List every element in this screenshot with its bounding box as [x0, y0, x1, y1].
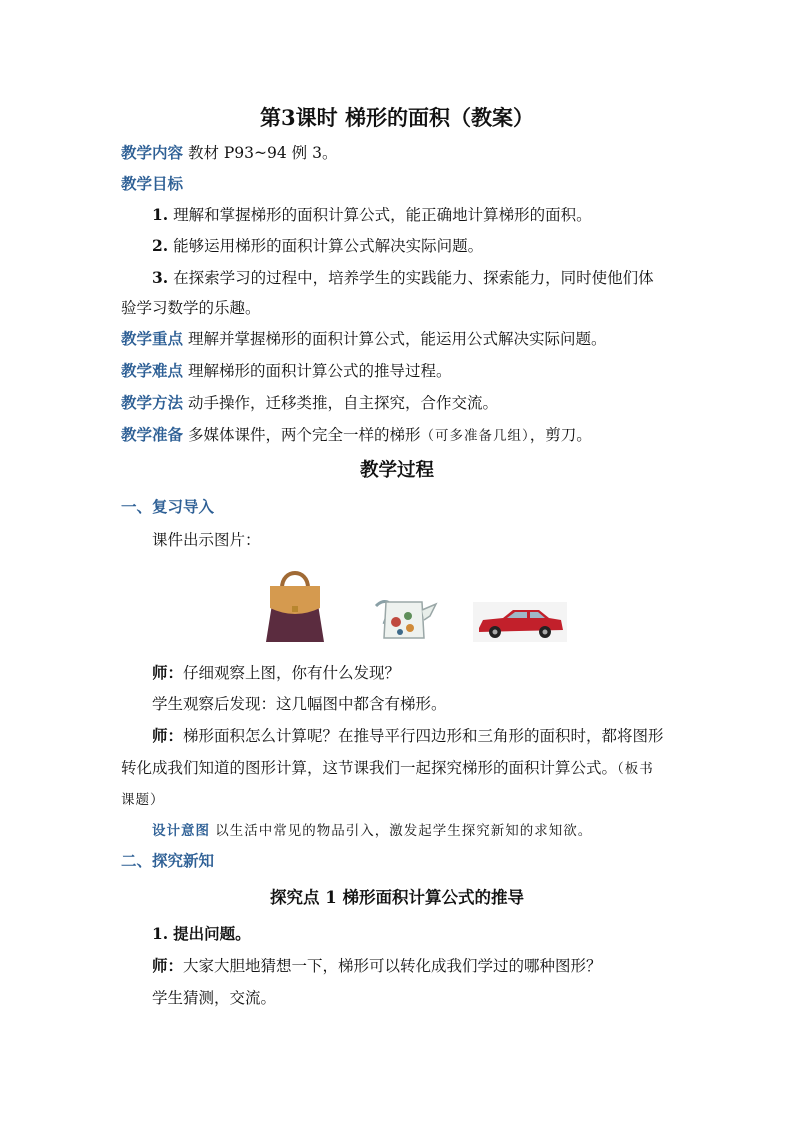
- board-note: （板书: [617, 761, 654, 777]
- handbag-image: [262, 564, 328, 644]
- teaching-content: [121, 143, 337, 163]
- teacher-explanation: [152, 726, 664, 746]
- explanation-text: 梯形面积怎么计算呢？在推导平行四边形和三角形的面积时，都将图形: [183, 727, 664, 745]
- teaching-key-point: [121, 329, 606, 349]
- section-2-heading: 二、探究新知: [121, 851, 215, 870]
- step-text: 提出问题。: [173, 924, 251, 943]
- step-1: [152, 924, 251, 944]
- content-text: 教材 P93~94 例 3。: [187, 144, 338, 162]
- design-intent: [152, 821, 592, 841]
- section-1-heading: 一、复习导入: [121, 497, 215, 516]
- goal-1: [152, 205, 592, 225]
- board-note-continued: 课题）: [121, 792, 165, 808]
- teacher-question-1: [152, 663, 400, 683]
- goal-text: 能够运用梯形的面积计算公式解决实际问题。: [173, 237, 484, 255]
- goal-3: [152, 268, 654, 288]
- teacher-explanation-continued: [121, 758, 654, 779]
- goal-number: 1.: [152, 205, 169, 224]
- question-text: 仔细观察上图，你有什么发现？: [183, 664, 401, 682]
- student-observation: 学生观察后发现：这几幅图中都含有梯形。: [152, 695, 447, 713]
- teaching-difficulty: [121, 361, 451, 381]
- goal-2: [152, 236, 483, 256]
- explanation-continued: 转化成我们知道的图形计算，这节课我们一起探究梯形的面积计算公式。: [121, 759, 618, 777]
- image-row: [0, 562, 794, 648]
- goal-text: 在探索学习的过程中，培养学生的实践能力、探索能力，同时使他们体: [173, 269, 654, 287]
- explore-point-title: 探究点 1 梯形面积计算公式的推导: [270, 888, 524, 907]
- difficulty-text: 理解梯形的面积计算公式的推导过程。: [187, 362, 452, 380]
- prep-text: 多媒体课件，两个完全一样的梯形: [187, 426, 421, 444]
- speaker-label: 师：: [152, 956, 184, 975]
- page-title: 第3课时 梯形的面积（教案）: [260, 105, 534, 130]
- key-text: 理解并掌握梯形的面积计算公式，能运用公式解决实际问题。: [187, 330, 607, 348]
- step-number: 1.: [152, 924, 169, 943]
- prep-label: 教学准备: [121, 425, 184, 444]
- goal-number: 2.: [152, 236, 169, 255]
- goal-3-continued: 验学习数学的乐趣。: [121, 299, 261, 317]
- goal-text: 理解和掌握梯形的面积计算公式，能正确地计算梯形的面积。: [173, 206, 592, 224]
- section-1-intro: 课件出示图片：: [152, 531, 261, 549]
- method-text: 动手操作，迁移类推，自主探究，合作交流。: [187, 394, 498, 412]
- student-response: 学生猜测，交流。: [152, 989, 277, 1007]
- key-label: 教学重点: [121, 329, 184, 348]
- difficulty-label: 教学难点: [121, 361, 184, 380]
- design-label: 设计意图: [152, 823, 210, 839]
- design-text: 以生活中常见的物品引入，激发起学生探究新知的求知欲。: [215, 823, 593, 839]
- content-label: 教学内容: [121, 143, 184, 162]
- question-text: 大家大胆地猜想一下，梯形可以转化成我们学过的哪种图形？: [183, 957, 602, 975]
- speaker-label: 师：: [152, 663, 184, 682]
- process-title: 教学过程: [359, 460, 434, 481]
- teaching-preparation: [121, 425, 592, 446]
- speaker-label: 师：: [152, 726, 184, 745]
- red-car-image: [473, 602, 567, 642]
- teaching-method: [121, 393, 498, 413]
- prep-text-end: ，剪刀。: [529, 426, 592, 444]
- method-label: 教学方法: [121, 393, 184, 412]
- goals-label: 教学目标: [121, 174, 184, 193]
- prep-note: （可多准备几组）: [420, 428, 530, 444]
- teapot-image: [370, 596, 438, 642]
- goal-number: 3.: [152, 268, 169, 287]
- teacher-question-2: [152, 956, 602, 976]
